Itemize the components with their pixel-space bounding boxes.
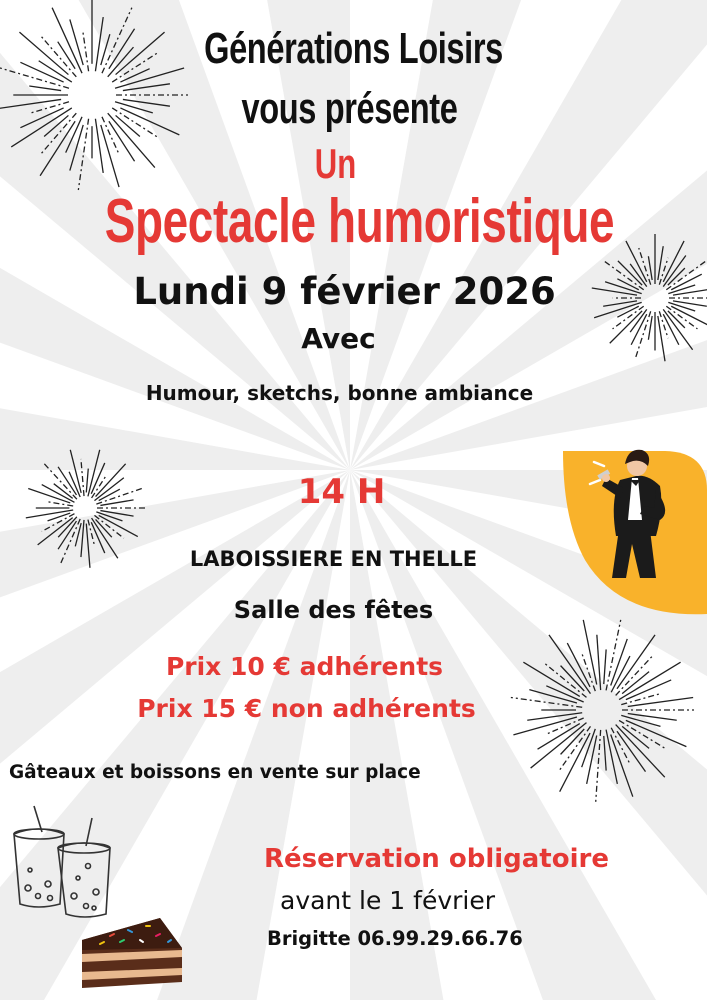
presents-line: vous présente <box>241 84 458 133</box>
event-town: LABOISSIERE EN THELLE <box>189 547 478 571</box>
reservation-deadline: avant le 1 février <box>280 886 496 915</box>
event-venue: Salle des fêtes <box>233 596 434 624</box>
price-members: Prix 10 € adhérents <box>165 652 444 681</box>
price-non-members: Prix 15 € non adhérents <box>137 694 476 723</box>
event-time: 14 H <box>297 472 386 512</box>
event-title: Spectacle humoristique <box>104 187 615 256</box>
contact-phone: Brigitte 06.99.29.66.76 <box>267 927 523 950</box>
with-label: Avec <box>301 322 376 355</box>
event-date: Lundi 9 février 2026 <box>133 270 556 313</box>
program-description: Humour, sketchs, bonne ambiance <box>145 381 534 405</box>
refreshments-note: Gâteaux et boissons en vente sur place <box>9 762 421 783</box>
event-article: Un <box>314 140 357 187</box>
chocolate-cake-slice-icon <box>82 918 182 988</box>
organisation-name: Générations Loisirs <box>204 24 503 73</box>
reservation-label: Réservation obligatoire <box>264 844 609 874</box>
